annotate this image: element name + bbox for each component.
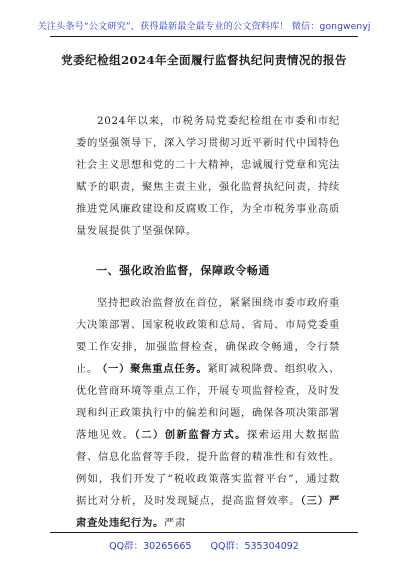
- item1-label: （一）聚焦重点任务。: [97, 363, 208, 375]
- item2-label: （二）创新监督方式。: [134, 429, 247, 441]
- footer-qq-group-1: QQ群：30265665: [109, 541, 192, 552]
- header-divider: [50, 36, 358, 37]
- section-items-paragraph: [76, 358, 340, 534]
- footer-qq-group-2: QQ群：535304092: [210, 541, 299, 552]
- intro-paragraph: 2024年以来，市税务局党委纪检组在市委和市纪委的坚强领导下，深入学习贯彻习近平新时代中国特色社会主义思想和党的二十大精神，忠诚履行党章和宪法赋予的职责，聚焦主责主业，强化监督执纪问责，持续推进党风廉政建设和反腐败工作，为全市税务事业高质量发展提供了坚强保障。: [76, 115, 340, 237]
- section-heading: 一、强化政治监督，保障政令畅通: [96, 264, 270, 277]
- header-banner: 关注头条号“公文研究”，获得最新最全最专业的公文资料库！ 微信：gongwenyj: [37, 21, 371, 32]
- footer-divider: [50, 532, 358, 533]
- footer-contact: [0, 538, 408, 552]
- item2-text: 探索运用大数据监督、信息化监督等手段，提升监督的精准性和有效性。例如，我们开发了“税收政策落实监督平台”，通过数据比对分析，及时发现疑点，提高监督效率。: [76, 429, 340, 507]
- document-title: 党委纪检组2024年全面履行监督执纪问责情况的报告: [61, 53, 347, 67]
- item3-label: （三）严肃查处违纪行为。: [76, 495, 341, 529]
- item3-text: 严肃: [163, 517, 186, 529]
- item1-text: 紧盯减税降费、组织收入、优化营商环境等重点工作，开展专项监督检查，及时发现和纠正政策执行中的偏差和问题，确保各项决策部署落地见效。: [76, 363, 341, 441]
- section-lead-paragraph: 坚持把政治监督放在首位，紧紧围绕市委市政府重大决策部署、国家税收政策和总局、省局、市局党委重要工作安排，加强监督检查，确保政令畅通，令行禁止。: [76, 297, 340, 375]
